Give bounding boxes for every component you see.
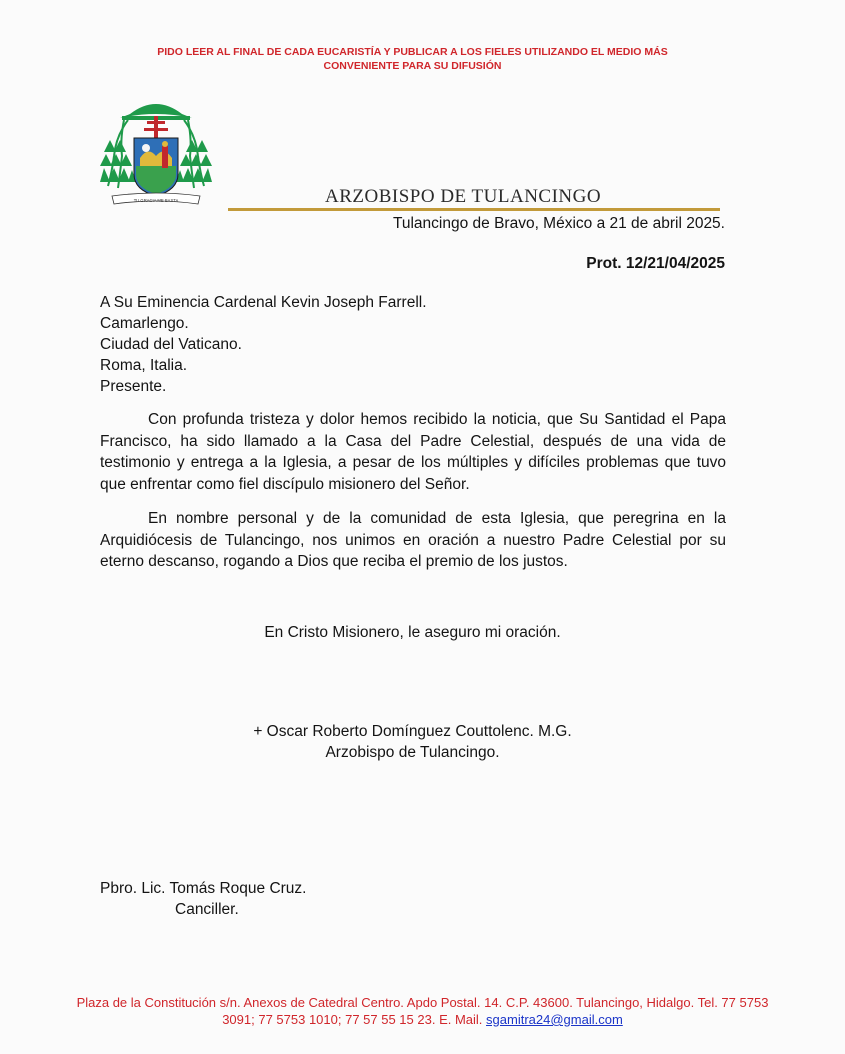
footer-contact [60,994,785,1028]
email-link[interactable]: sgamitra24@gmail.com [486,1012,623,1027]
body-paragraph-1: Con profunda tristeza y dolor hemos recibido la noticia, que Su Santidad el Papa Francisco, ha sido llamado a la Casa del Padre Celestial, después de una vida de testimonio y entrega a la Iglesia, a pesar de los múltiples y difíciles problemas que tuvo que enfrentar como fiel discípulo misionero del Señor. [100,411,726,493]
addressee-line: Roma, Italia. [100,357,188,374]
body-paragraph-2: En nombre personal y de la comunidad de esta Iglesia, que peregrina en la Arquidiócesis de Tulancingo, nos unimos en oración a nuestro Padre Celestial por su eterno descanso, rogando a Dios que reciba el premio de los justos. [100,510,726,570]
chancellor-title: Canciller. [175,901,239,918]
addressee-line: Camarlengo. [100,315,189,332]
addressee-line: A Su Eminencia Cardenal Kevin Joseph Farrell. [100,294,427,311]
signatory-title: Arzobispo de Tulancingo. [325,744,500,761]
archbishop-coat-of-arms [100,96,212,214]
protocol-number: Prot. 12/21/04/2025 [586,255,725,272]
reading-notice: PIDO LEER AL FINAL DE CADA EUCARISTÍA Y PUBLICAR A LOS FIELES UTILIZANDO EL MEDIO MÁS CONVENIENTE PARA SU DIFUSIÓN [157,46,668,72]
office-title: ARZOBISPO DE TULANCINGO [325,186,602,207]
chancellor-block [100,878,306,920]
chancellor-name: Pbro. Lic. Tomás Roque Cruz. [100,880,307,897]
addressee-line: Presente. [100,378,167,395]
addressee-block [100,292,427,397]
svg-text:TU GRACIA ME BASTA: TU GRACIA ME BASTA [133,198,179,203]
addressee-line: Ciudad del Vaticano. [100,336,242,353]
closing-line: En Cristo Misionero, le aseguro mi oración. [264,624,561,641]
footer-address: Plaza de la Constitución s/n. Anexos de Catedral Centro. Apdo Postal. 14. C.P. 43600. Tulancingo, Hidalgo. Tel. 77 5753 3091; 77 5753 1010; 77 57 55 15 23. E. Mail. [76,995,769,1027]
gold-divider [228,208,720,211]
date-line: Tulancingo de Bravo, México a 21 de abril 2025. [392,215,725,232]
signature-block [0,721,825,763]
signatory-name: + Oscar Roberto Domínguez Couttolenc. M.G. [253,723,572,740]
